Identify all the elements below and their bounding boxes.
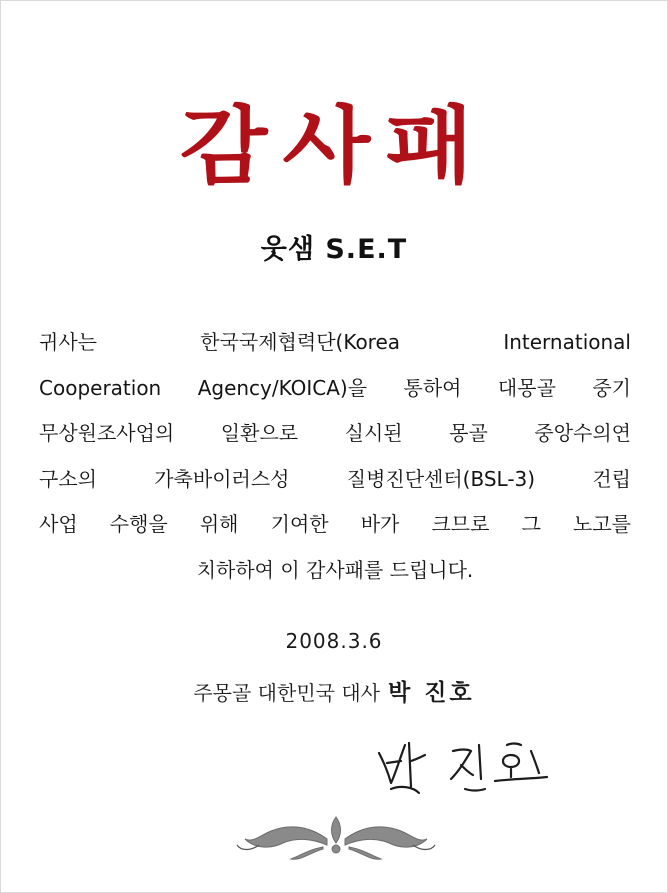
body-line: 무상원조사업의 일환으로 실시된 몽골 중앙수의연 [39, 421, 631, 445]
certificate-body [39, 323, 631, 596]
handwritten-signature [361, 731, 561, 801]
body-line: 치하하여 이 감사패를 드립니다. [196, 557, 474, 582]
body-line: 구소의 가축바이러스성 질병진단센터(BSL-3) 건립 [39, 466, 631, 491]
issue-date: 2008.3.6 [285, 629, 383, 653]
decorative-flourish-icon [231, 809, 441, 864]
certificate-title: 감사패 [179, 96, 489, 195]
body-line: 사업 수행을 위해 기여한 바가 크므로 그 노고를 [39, 512, 631, 536]
signer-line [1, 674, 667, 707]
recipient-name: 웃샘 S.E.T [260, 234, 408, 265]
body-line: 귀사는 한국국제협력단(Korea International [39, 330, 631, 354]
signer-name: 박 진호 [387, 680, 475, 706]
body-line: Cooperation Agency/KOICA)을 통하여 대몽골 중기 [39, 375, 631, 400]
signer-title: 주몽골 대한민국 대사 [193, 681, 380, 705]
